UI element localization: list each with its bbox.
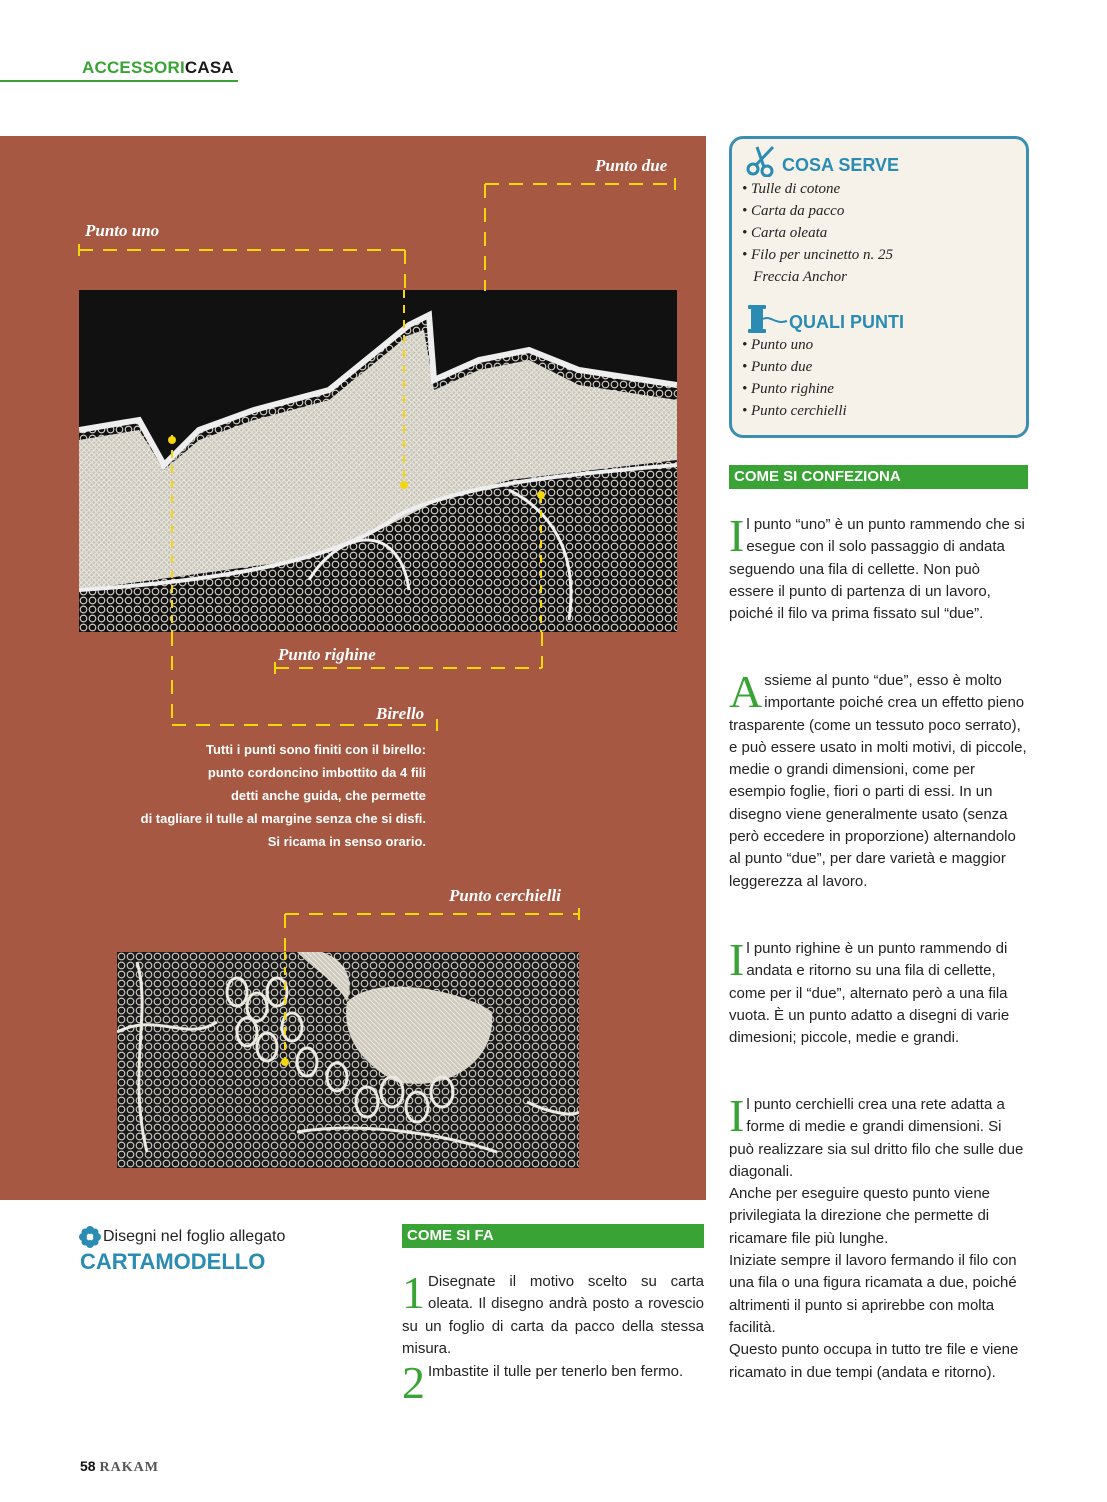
flower-icon bbox=[79, 1226, 101, 1248]
section-name: ACCESSORI bbox=[82, 58, 185, 77]
quali-punti-title: QUALI PUNTI bbox=[789, 312, 904, 332]
paragraph-punto-cerchielli bbox=[729, 1090, 1029, 1384]
drop-cap: I bbox=[729, 1090, 745, 1141]
step-2 bbox=[402, 1357, 704, 1408]
paragraph-text: l punto cerchielli crea una rete adatta a forme di medie e grandi dimensioni. Si può realizzare sia sul dritto filo che sulle due diagonali. bbox=[729, 1096, 1024, 1180]
cartamodello-title: CARTAMODELLO bbox=[80, 1249, 266, 1274]
paragraph-text: l punto righine è un punto rammendo di andata e ritorno su una fila di cellette, come per il “due”, alternato però a una fila vuota. È un punto adatto a disegni di varie dimesioni; piccole, medie e grandi. bbox=[729, 940, 1010, 1047]
caption-line: Si ricama in senso orario. bbox=[267, 834, 426, 849]
page-footer bbox=[80, 1458, 159, 1476]
step-text: Disegnate il motivo scelto su carta oleata. Il disegno andrà posto a rovescio su un foglio di carta da pacco della stessa misura. bbox=[402, 1273, 704, 1357]
paragraph-text: l punto “uno” è un punto rammendo che si esegue con il solo passaggio di andata seguendo una fila di cellette. Non può essere il punto di partenza di un lavoro, poiché il filo va prima fissato sul “due”. bbox=[729, 516, 1025, 623]
paragraph-punto-uno bbox=[729, 510, 1029, 625]
list-item: • Punto uno bbox=[742, 337, 814, 353]
list-item: • Filo per uncinetto n. 25 bbox=[742, 247, 894, 263]
step-number: 1 bbox=[402, 1267, 425, 1318]
drop-cap: A bbox=[729, 666, 763, 717]
section-subname: CASA bbox=[184, 58, 234, 77]
step-text: Imbastite il tulle per tenerlo ben fermo. bbox=[428, 1363, 684, 1380]
lace-photo-bottom-image bbox=[117, 952, 579, 1168]
drop-cap: I bbox=[729, 934, 745, 985]
paragraph-text: ssieme al punto “due”, esso è molto importante poiché crea un effetto pieno trasparente (come un tessuto poco serrato), e può essere usato in molti motivi, di piccole, medie o grandi dimensioni, come per esempio foglie, fiori o parti di essi. In un disegno viene generalmente usato (senza però eccedere in proporzione) alternandolo al punto “due”, per dare varietà e maggior leggerezza al lavoro. bbox=[729, 672, 1027, 890]
list-item: • Carta da pacco bbox=[742, 203, 845, 219]
materials-list bbox=[742, 178, 1022, 288]
cosa-serve-title: COSA SERVE bbox=[782, 155, 900, 175]
caption-line: detti anche guida, che permette bbox=[230, 788, 426, 803]
paragraph-punto-due bbox=[729, 666, 1029, 893]
list-item: • Punto due bbox=[742, 359, 813, 375]
thread-spool-icon bbox=[745, 303, 789, 335]
list-item: • Punto righine bbox=[742, 381, 834, 397]
scissors-icon bbox=[745, 145, 777, 177]
label-punto-righine: Punto righine bbox=[278, 645, 376, 664]
caption-line: Tutti i punti sono finiti con il birello: bbox=[205, 742, 426, 757]
label-punto-due: Punto due bbox=[595, 156, 668, 175]
lace-photo-bottom bbox=[117, 952, 579, 1168]
list-item: Freccia Anchor bbox=[742, 269, 847, 285]
label-birello: Birello bbox=[376, 704, 425, 723]
step-number: 2 bbox=[402, 1357, 425, 1408]
caption-line: di tagliare il tulle al margine senza che si disfi. bbox=[140, 811, 426, 826]
paragraph-punto-righine bbox=[729, 934, 1029, 1049]
paragraph-text: Anche per eseguire questo punto viene privilegiata la direzione che permette di ricamare file più lunghe. bbox=[729, 1185, 991, 1247]
magazine-name: RAKAM bbox=[99, 1460, 159, 1475]
label-punto-cerchielli: Punto cerchielli bbox=[449, 886, 561, 905]
caption-line: punto cordoncino imbottito da 4 fili bbox=[207, 765, 426, 780]
step-1 bbox=[402, 1267, 704, 1360]
list-item: • Punto cerchielli bbox=[742, 403, 847, 419]
header-rule bbox=[0, 80, 238, 82]
section-header bbox=[82, 58, 234, 78]
paragraph-text: Questo punto occupa in tutto tre file e viene ricamato in due tempi (andata e ritorno). bbox=[729, 1341, 1019, 1381]
birello-caption bbox=[120, 738, 426, 853]
paragraph-text: Iniziate sempre il lavoro fermando il filo con una fila o una figura ricamata a due, poiché altrimenti il punto si aprirebbe con molta facilità. bbox=[729, 1252, 1017, 1336]
stitches-list bbox=[742, 334, 1022, 422]
cartamodello-note: Disegni nel foglio allegato bbox=[103, 1228, 286, 1245]
come-si-confeziona-heading: COME SI CONFEZIONA bbox=[729, 465, 1028, 489]
page-number: 58 bbox=[80, 1458, 96, 1474]
come-si-fa-heading: COME SI FA bbox=[402, 1224, 704, 1248]
list-item: • Carta oleata bbox=[742, 225, 828, 241]
label-punto-uno: Punto uno bbox=[85, 221, 160, 240]
drop-cap: I bbox=[729, 510, 745, 561]
list-item: • Tulle di cotone bbox=[742, 181, 841, 197]
